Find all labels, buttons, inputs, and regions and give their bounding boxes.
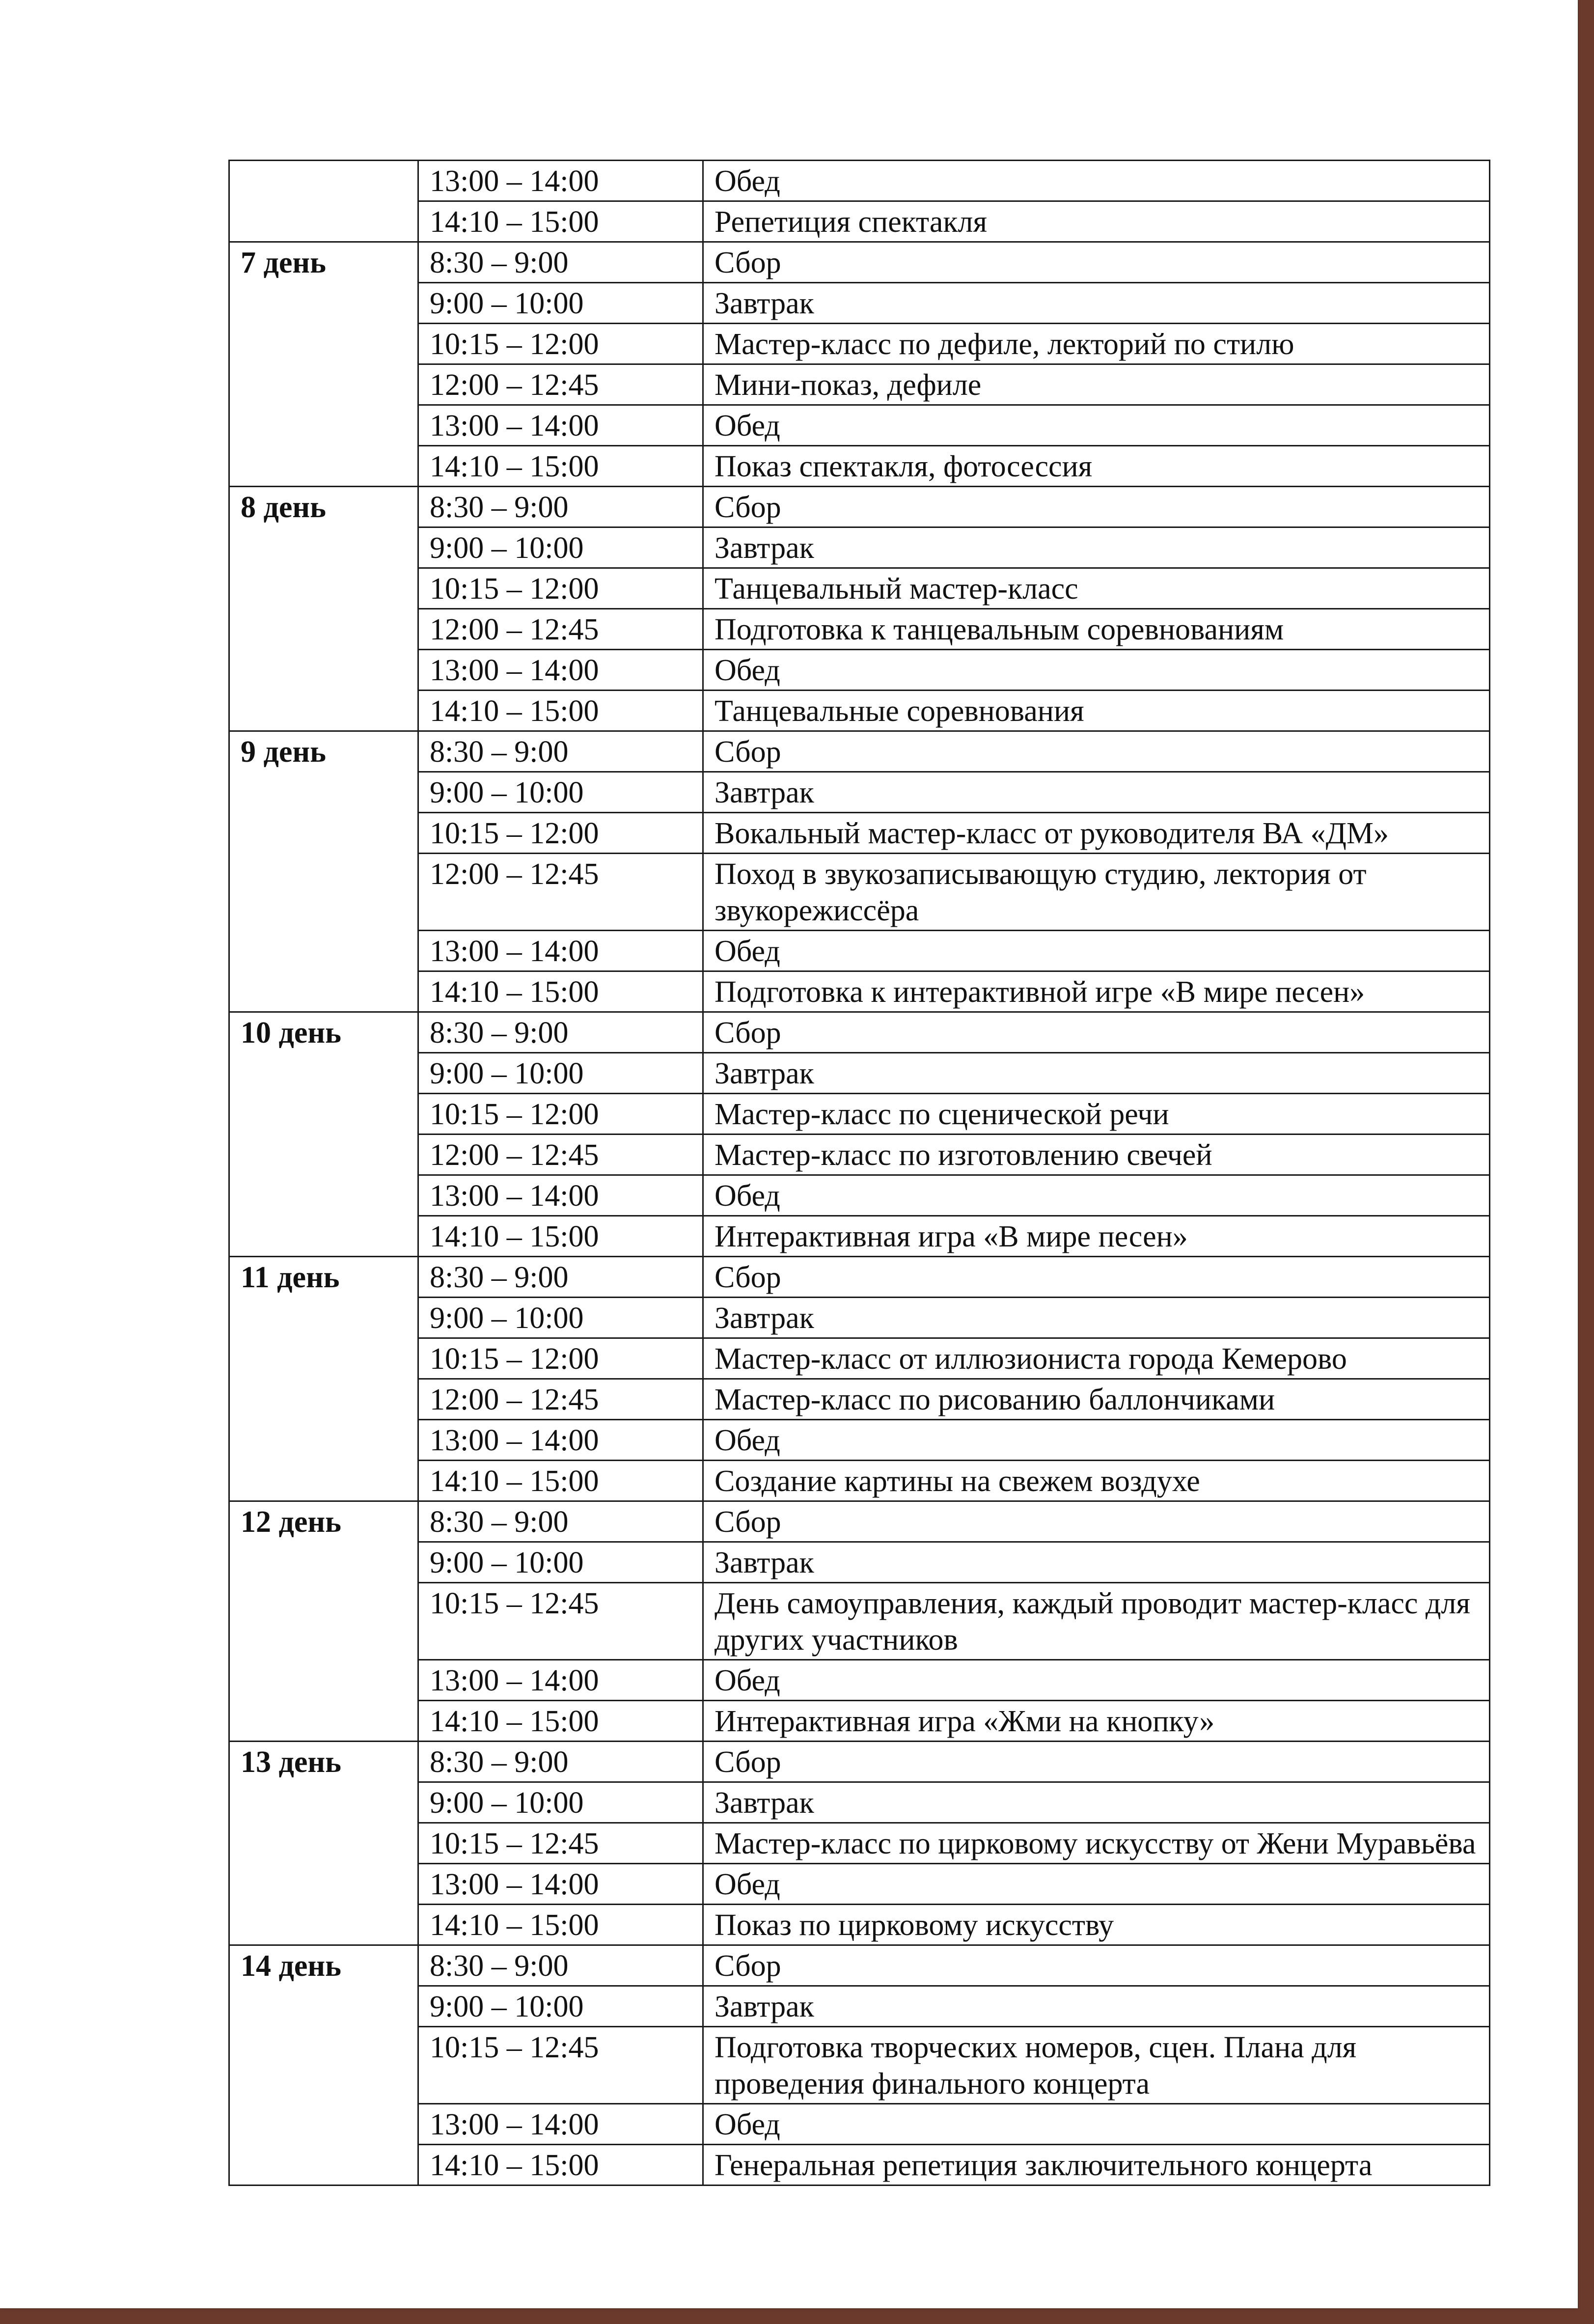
activity-cell: Завтрак [703, 1542, 1490, 1583]
time-cell: 8:30 – 9:00 [418, 1945, 703, 1986]
activity-cell: Поход в звукозаписывающую студию, лектория от звукорежиссёра [703, 854, 1490, 931]
activity-cell: Мини-показ, дефиле [703, 364, 1490, 405]
table-row [229, 813, 1490, 854]
activity-cell: Завтрак [703, 527, 1490, 568]
day-label-cell [229, 161, 418, 242]
activity-cell: Сбор [703, 1012, 1490, 1053]
table-row [229, 1094, 1490, 1134]
time-cell: 13:00 – 14:00 [418, 161, 703, 201]
activity-cell: Обед [703, 1660, 1490, 1701]
activity-cell: День самоуправления, каждый проводит мастер-класс для других участников [703, 1583, 1490, 1660]
time-cell: 12:00 – 12:45 [418, 1379, 703, 1420]
table-row [229, 1986, 1490, 2027]
activity-cell: Сбор [703, 1257, 1490, 1298]
time-cell: 9:00 – 10:00 [418, 1986, 703, 2027]
table-row [229, 1945, 1490, 1986]
activity-cell: Создание картины на свежем воздухе [703, 1461, 1490, 1501]
schedule-table [228, 160, 1490, 2186]
activity-cell: Танцевальные соревнования [703, 691, 1490, 731]
time-cell: 8:30 – 9:00 [418, 1501, 703, 1542]
activity-cell: Завтрак [703, 1782, 1490, 1823]
table-row [229, 650, 1490, 691]
time-cell: 8:30 – 9:00 [418, 487, 703, 527]
activity-cell: Мастер-класс по сценической речи [703, 1094, 1490, 1134]
activity-cell: Завтрак [703, 772, 1490, 813]
activity-cell: Показ спектакля, фотосессия [703, 446, 1490, 487]
time-cell: 8:30 – 9:00 [418, 731, 703, 772]
table-row [229, 1012, 1490, 1053]
table-row [229, 1742, 1490, 1782]
activity-cell: Сбор [703, 242, 1490, 283]
table-row [229, 1053, 1490, 1094]
activity-cell: Мастер-класс по цирковому искусству от Жени Муравьёва [703, 1823, 1490, 1864]
schedule-table-container [228, 160, 1490, 2186]
table-row [229, 1461, 1490, 1501]
time-cell: 9:00 – 10:00 [418, 772, 703, 813]
activity-cell: Обед [703, 1175, 1490, 1216]
table-row [229, 1420, 1490, 1461]
table-row [229, 446, 1490, 487]
table-row [229, 1782, 1490, 1823]
time-cell: 8:30 – 9:00 [418, 1257, 703, 1298]
activity-cell: Репетиция спектакля [703, 201, 1490, 242]
table-row [229, 1175, 1490, 1216]
activity-cell: Мастер-класс от иллюзиониста города Кемерово [703, 1338, 1490, 1379]
time-cell: 13:00 – 14:00 [418, 1660, 703, 1701]
table-row [229, 2027, 1490, 2104]
day-label-cell: 11 день [229, 1257, 418, 1501]
time-cell: 14:10 – 15:00 [418, 201, 703, 242]
time-cell: 9:00 – 10:00 [418, 527, 703, 568]
schedule-table-body [229, 161, 1490, 2186]
activity-cell: Обед [703, 1864, 1490, 1905]
table-row [229, 487, 1490, 527]
time-cell: 10:15 – 12:45 [418, 2027, 703, 2104]
time-cell: 14:10 – 15:00 [418, 691, 703, 731]
time-cell: 12:00 – 12:45 [418, 364, 703, 405]
time-cell: 8:30 – 9:00 [418, 1012, 703, 1053]
table-row [229, 1905, 1490, 1945]
activity-cell: Обед [703, 650, 1490, 691]
time-cell: 9:00 – 10:00 [418, 1542, 703, 1583]
table-row [229, 1701, 1490, 1742]
table-row [229, 1216, 1490, 1257]
time-cell: 10:15 – 12:00 [418, 1094, 703, 1134]
activity-cell: Обед [703, 405, 1490, 446]
time-cell: 13:00 – 14:00 [418, 1175, 703, 1216]
table-row [229, 731, 1490, 772]
activity-cell: Интерактивная игра «В мире песен» [703, 1216, 1490, 1257]
table-row [229, 568, 1490, 609]
time-cell: 12:00 – 12:45 [418, 609, 703, 650]
table-row [229, 527, 1490, 568]
table-row [229, 2145, 1490, 2186]
time-cell: 12:00 – 12:45 [418, 854, 703, 931]
time-cell: 9:00 – 10:00 [418, 1053, 703, 1094]
activity-cell: Подготовка к интерактивной игре «В мире песен» [703, 971, 1490, 1012]
table-row [229, 1338, 1490, 1379]
activity-cell: Сбор [703, 1945, 1490, 1986]
activity-cell: Завтрак [703, 283, 1490, 324]
activity-cell: Завтрак [703, 1053, 1490, 1094]
table-row [229, 931, 1490, 971]
time-cell: 13:00 – 14:00 [418, 1420, 703, 1461]
table-row [229, 405, 1490, 446]
activity-cell: Сбор [703, 731, 1490, 772]
table-row [229, 1583, 1490, 1660]
time-cell: 13:00 – 14:00 [418, 1864, 703, 1905]
table-row [229, 161, 1490, 201]
time-cell: 14:10 – 15:00 [418, 1461, 703, 1501]
activity-cell: Генеральная репетиция заключительного концерта [703, 2145, 1490, 2186]
table-row [229, 364, 1490, 405]
activity-cell: Подготовка творческих номеров, сцен. Плана для проведения финального концерта [703, 2027, 1490, 2104]
day-label-cell: 12 день [229, 1501, 418, 1742]
time-cell: 13:00 – 14:00 [418, 405, 703, 446]
table-row [229, 772, 1490, 813]
table-row [229, 691, 1490, 731]
table-row [229, 854, 1490, 931]
activity-cell: Вокальный мастер-класс от руководителя ВА «ДМ» [703, 813, 1490, 854]
time-cell: 14:10 – 15:00 [418, 446, 703, 487]
time-cell: 10:15 – 12:45 [418, 1823, 703, 1864]
time-cell: 13:00 – 14:00 [418, 2104, 703, 2145]
activity-cell: Танцевальный мастер-класс [703, 568, 1490, 609]
activity-cell: Показ по цирковому искусству [703, 1905, 1490, 1945]
time-cell: 14:10 – 15:00 [418, 1216, 703, 1257]
table-row [229, 1542, 1490, 1583]
activity-cell: Мастер-класс по дефиле, лекторий по стилю [703, 324, 1490, 364]
activity-cell: Сбор [703, 1742, 1490, 1782]
table-row [229, 324, 1490, 364]
activity-cell: Мастер-класс по рисованию баллончиками [703, 1379, 1490, 1420]
activity-cell: Интерактивная игра «Жми на кнопку» [703, 1701, 1490, 1742]
activity-cell: Завтрак [703, 1986, 1490, 2027]
time-cell: 14:10 – 15:00 [418, 971, 703, 1012]
time-cell: 10:15 – 12:00 [418, 813, 703, 854]
activity-cell: Сбор [703, 487, 1490, 527]
time-cell: 13:00 – 14:00 [418, 931, 703, 971]
time-cell: 10:15 – 12:45 [418, 1583, 703, 1660]
day-label-cell: 10 день [229, 1012, 418, 1257]
table-row [229, 1257, 1490, 1298]
time-cell: 9:00 – 10:00 [418, 1782, 703, 1823]
table-row [229, 1823, 1490, 1864]
activity-cell: Подготовка к танцевальным соревнованиям [703, 609, 1490, 650]
time-cell: 14:10 – 15:00 [418, 1701, 703, 1742]
activity-cell: Завтрак [703, 1298, 1490, 1338]
time-cell: 9:00 – 10:00 [418, 1298, 703, 1338]
table-row [229, 609, 1490, 650]
activity-cell: Обед [703, 2104, 1490, 2145]
day-label-cell: 13 день [229, 1742, 418, 1945]
activity-cell: Обед [703, 931, 1490, 971]
table-row [229, 242, 1490, 283]
time-cell: 9:00 – 10:00 [418, 283, 703, 324]
table-row [229, 971, 1490, 1012]
activity-cell: Сбор [703, 1501, 1490, 1542]
day-label-cell: 14 день [229, 1945, 418, 2186]
table-row [229, 283, 1490, 324]
activity-cell: Обед [703, 1420, 1490, 1461]
time-cell: 14:10 – 15:00 [418, 1905, 703, 1945]
time-cell: 14:10 – 15:00 [418, 2145, 703, 2186]
time-cell: 10:15 – 12:00 [418, 1338, 703, 1379]
table-row [229, 1660, 1490, 1701]
table-row [229, 1298, 1490, 1338]
table-row [229, 1379, 1490, 1420]
time-cell: 10:15 – 12:00 [418, 568, 703, 609]
day-label-cell: 7 день [229, 242, 418, 487]
table-row [229, 2104, 1490, 2145]
time-cell: 10:15 – 12:00 [418, 324, 703, 364]
day-label-cell: 8 день [229, 487, 418, 731]
time-cell: 8:30 – 9:00 [418, 1742, 703, 1782]
activity-cell: Обед [703, 161, 1490, 201]
activity-cell: Мастер-класс по изготовлению свечей [703, 1134, 1490, 1175]
time-cell: 12:00 – 12:45 [418, 1134, 703, 1175]
table-row [229, 201, 1490, 242]
day-label-cell: 9 день [229, 731, 418, 1012]
table-row [229, 1134, 1490, 1175]
table-row [229, 1864, 1490, 1905]
time-cell: 13:00 – 14:00 [418, 650, 703, 691]
time-cell: 8:30 – 9:00 [418, 242, 703, 283]
table-row [229, 1501, 1490, 1542]
